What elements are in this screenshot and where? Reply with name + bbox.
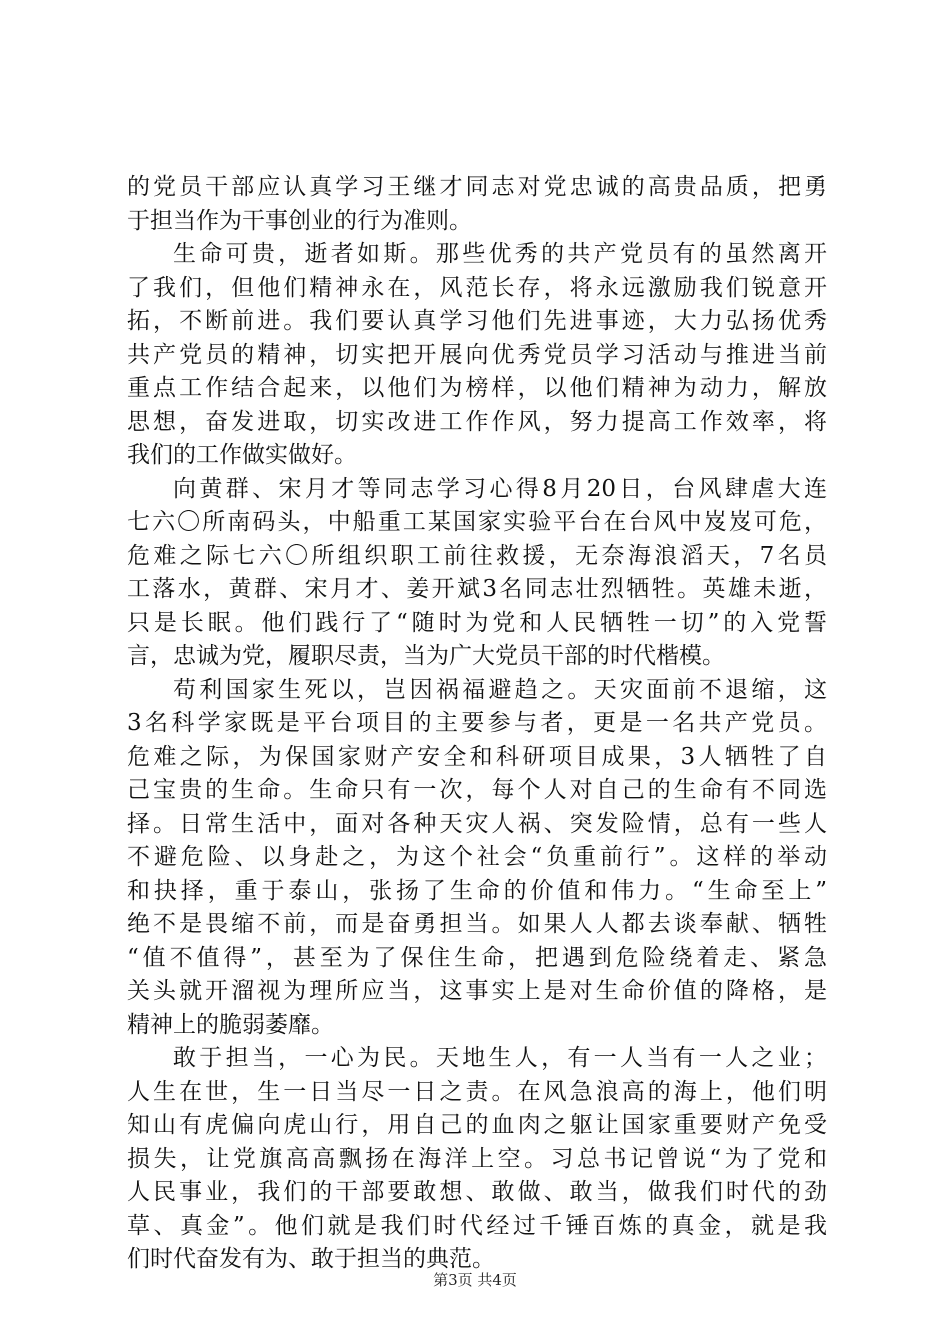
text-line: 人民事业，我们的干部要敢想、敢做、敢当，做我们时代的劲 — [127, 1179, 827, 1205]
text-line: 择。日常生活中，面对各种天灾人祸、突发险情，总有一些人 — [127, 810, 827, 837]
text-line: 重点工作结合起来，以他们为榜样，以他们精神为动力，解放 — [127, 375, 827, 401]
text-line: 我们的工作做实做好。 — [127, 442, 357, 468]
text-line: 知山有虎偏向虎山行，用自己的血肉之躯让国家重要财产免受 — [127, 1112, 827, 1138]
text-line: 工落水，黄群、宋月才、姜开斌3名同志壮烈牺牲。英雄未逝， — [127, 576, 827, 602]
text-line: 向黄群、宋月才等同志学习心得8月20日，台风肆虐大连 — [173, 475, 827, 502]
text-line: 七六〇所南码头，中船重工某国家实验平台在台风中岌岌可危， — [127, 509, 827, 535]
text-line: 精神上的脆弱萎靡。 — [127, 1011, 334, 1038]
text-line: 共产党员的精神，切实把开展向优秀党员学习活动与推进当前 — [127, 341, 827, 368]
text-line: 损失，让党旗高高飘扬在海洋上空。习总书记曾说“为了党和 — [127, 1145, 827, 1172]
text-line: “值不值得”，甚至为了保住生命，把遇到危险绕着走、紧急 — [127, 944, 827, 971]
text-line: 们时代奋发有为、敢于担当的典范。 — [127, 1246, 495, 1272]
text-line: 只是长眠。他们践行了“随时为党和人民牺牲一切”的入党誓 — [127, 609, 827, 636]
text-line: 苟利国家生死以，岂因祸福避趋之。天灾面前不退缩，这 — [173, 676, 827, 703]
text-line: 敢于担当，一心为民。天地生人，有一人当有一人之业； — [173, 1045, 827, 1071]
text-line: 绝不是畏缩不前，而是奋勇担当。如果人人都去谈奉献、牺牲 — [127, 911, 827, 937]
text-line: 拓，不断前进。我们要认真学习他们先进事迹，大力弘扬优秀 — [127, 308, 827, 334]
text-line: 不避危险、以身赴之，为这个社会“负重前行”。这样的举动 — [127, 844, 827, 870]
text-line: 危难之际，为保国家财产安全和科研项目成果，3人牺牲了自 — [127, 743, 827, 770]
text-line: 于担当作为干事创业的行为准则。 — [127, 207, 472, 234]
text-line: 了我们，但他们精神永在，风范长存，将永远激励我们锐意开 — [127, 274, 827, 301]
text-line: 和抉择，重于泰山，张扬了生命的价值和伟力。“生命至上” — [127, 877, 827, 904]
text-line: 言，忠诚为党，履职尽责，当为广大党员干部的时代楷模。 — [127, 643, 725, 669]
text-line: 3名科学家既是平台项目的主要参与者，更是一名共产党员。 — [127, 710, 827, 736]
text-line: 生命可贵，逝者如斯。那些优秀的共产党员有的虽然离开 — [173, 241, 827, 267]
text-line: 危难之际七六〇所组织职工前往救援，无奈海浪滔天，7名员 — [127, 542, 827, 569]
text-line: 人生在世，生一日当尽一日之责。在风急浪高的海上，他们明 — [127, 1078, 827, 1105]
text-line: 思想，奋发进取，切实改进工作作风，努力提高工作效率，将 — [127, 408, 827, 435]
text-line: 关头就开溜视为理所应当，这事实上是对生命价值的降格，是 — [127, 978, 827, 1004]
text-line: 己宝贵的生命。生命只有一次，每个人对自己的生命有不同选 — [127, 777, 827, 803]
text-line: 的党员干部应认真学习王继才同志对党忠诚的高贵品质，把勇 — [127, 174, 827, 200]
body-text — [127, 171, 827, 1277]
page-footer: 第3页 共4页 — [433, 1271, 517, 1289]
text-line: 草、真金”。他们就是我们时代经过千锤百炼的真金，就是我 — [127, 1212, 827, 1239]
